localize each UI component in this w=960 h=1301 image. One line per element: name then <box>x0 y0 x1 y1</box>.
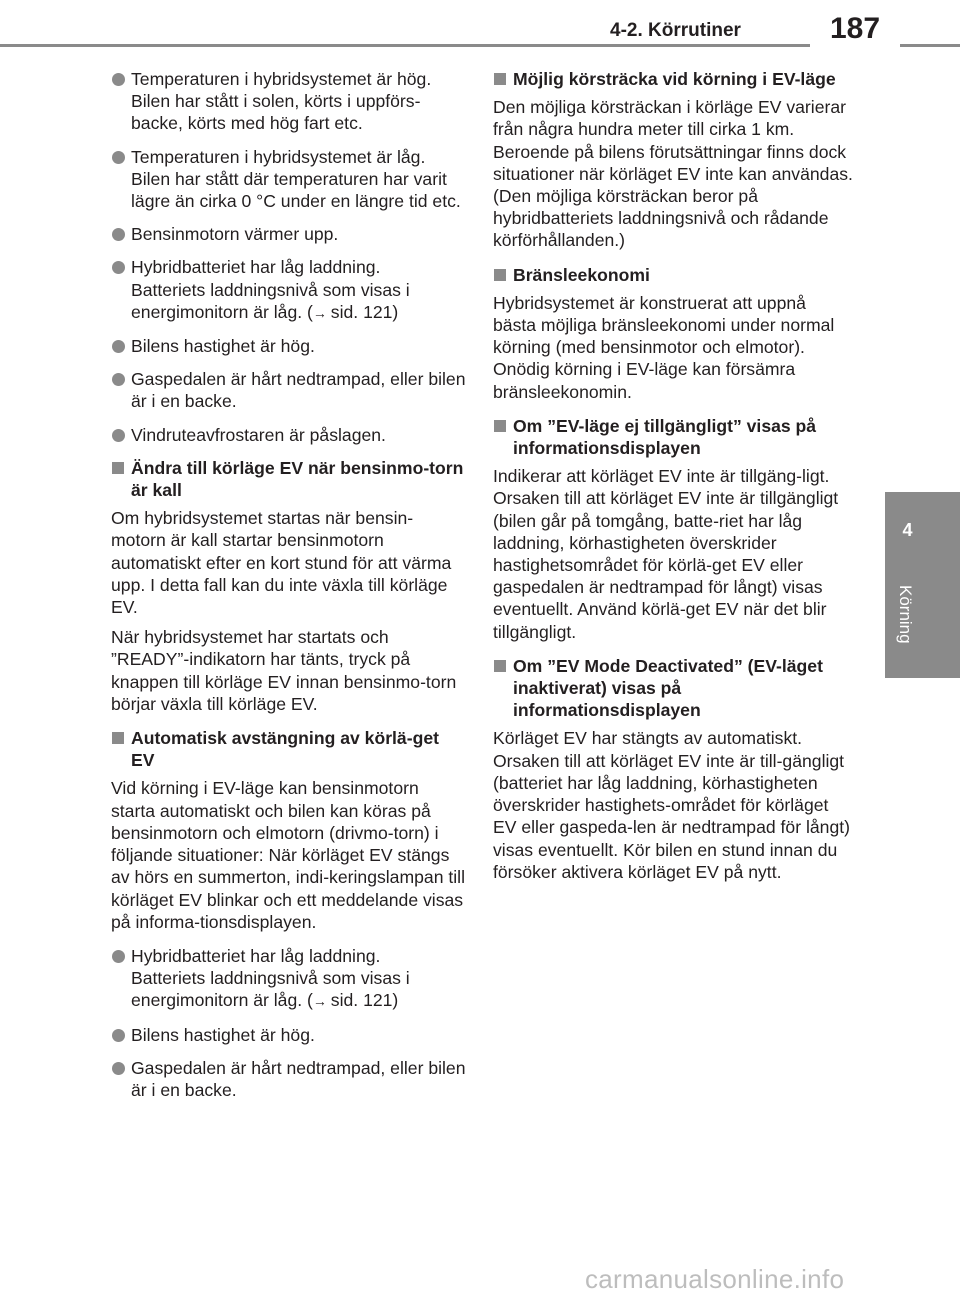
bullet-icon <box>112 1029 125 1042</box>
section-heading: Om ”EV-läge ej tillgängligt” visas på informationsdisplayen <box>493 415 853 459</box>
bullet-icon <box>112 228 125 241</box>
paragraph: Indikerar att körläget EV inte är tillgäng-ligt. Orsaken till att körläget EV inte är tillgängligt (bilen går på tomgång, batte-riet har låg laddning, körhastigheten överskrider hastighetsområdet för körlä-get EV eller gaspedalen är nedtrampad för långt) visas eventuellt. Använd körlä-get EV när det blir tillgängligt. <box>493 466 839 642</box>
left-column <box>111 68 467 1112</box>
list-item: Hybridbatteriet har låg laddning. Batteriets laddningsnivå som visas i energimonitorn är låg. (→ sid. 121) <box>111 256 467 324</box>
list-item: Temperaturen i hybridsystemet är hög. Bilen har stått i solen, körts i uppförs-backe, körts med hög fart etc. <box>111 68 467 135</box>
right-column <box>493 68 853 891</box>
square-bullet-icon <box>112 462 124 474</box>
arrow-right-icon: → <box>312 304 331 321</box>
chapter-label: Körning <box>896 585 915 644</box>
list-item: Gaspedalen är hårt nedtrampad, eller bilen är i en backe. <box>111 1057 467 1101</box>
watermark: carmanualsonline.info <box>585 1264 845 1294</box>
section-heading: Bränsleekonomi <box>493 264 853 286</box>
list-item: Bensinmotorn värmer upp. <box>111 223 467 245</box>
square-bullet-icon <box>112 732 124 744</box>
bullet-icon <box>112 429 125 442</box>
paragraph: Hybridsystemet är konstruerat att uppnå bästa möjliga bränsleekonomi under normal körning (med bensinmotor och elmotor). Onödig körning i EV-läge kan försämra bränsleekonomin. <box>493 292 835 402</box>
page-reference-link[interactable]: sid. 121) <box>330 990 399 1011</box>
paragraph: Den möjliga körsträckan i körläge EV varierar från några hundra meter till cirka 1 km. Beroende på bilens förutsättningar finns dock situationer när körläget EV inte kan användas. (Den möjliga körsträckan beror på hybridbatteriets laddningsnivå och rådande körförhållanden.) <box>493 97 853 251</box>
page-reference-link[interactable]: sid. 121) <box>330 301 399 322</box>
bullet-icon <box>112 151 125 164</box>
list-item: Hybridbatteriet har låg laddning. Batteriets laddningsnivå som visas i energimonitorn är låg. (→ sid. 121) <box>111 945 467 1013</box>
list-item: Temperaturen i hybridsystemet är låg. Bilen har stått där temperaturen har varit lägre än cirka 0 °C under en längre tid etc. <box>111 146 467 213</box>
paragraph: Om hybridsystemet startas när bensin-motorn är kall startar bensinmotorn automatiskt efter en kort stund för att värma upp. I detta fall kan du inte växla till körläge EV. <box>111 508 452 618</box>
bullet-icon <box>112 261 125 274</box>
bullet-icon <box>112 73 125 86</box>
section-title: 4-2. Körrutiner <box>610 20 741 41</box>
section-heading: Automatisk avstängning av körlä-get EV <box>111 727 467 771</box>
list-item: Vindruteavfrostaren är påslagen. <box>111 424 467 446</box>
bullet-icon <box>112 340 125 353</box>
paragraph: Körläget EV har stängts av automatiskt. Orsaken till att körläget EV inte är till-gängligt (batteriet har låg laddning, körhastigheten överskrider hastighets-området för körläget EV eller gaspeda-len är nedtrampad för långt) visas eventuellt. Kör bilen en stund innan du försöker aktivera körläget EV på nytt. <box>493 728 850 882</box>
list-item: Gaspedalen är hårt nedtrampad, eller bilen är i en backe. <box>111 368 467 412</box>
paragraph: Vid körning i EV-läge kan bensinmotorn starta automatiskt och bilen kan köras på bensinmotorn och elmotorn (drivmo-torn) i följande situationer: När körläget EV stängs av hörs en summerton, indi-keringslampan till körläget EV blinkar och ett meddelande visas på informa-tionsdisplayen. <box>111 778 465 932</box>
square-bullet-icon <box>494 73 506 85</box>
page-number: 187 <box>810 10 900 48</box>
list-item: Bilens hastighet är hög. <box>111 1024 467 1046</box>
section-heading: Ändra till körläge EV när bensinmo-torn är kall <box>111 457 467 501</box>
arrow-right-icon: → <box>312 993 331 1010</box>
paragraph: När hybridsystemet har startats och ”READY”-indikatorn har tänts, tryck på knappen till körläge EV innan bensinmo-torn börjar växla till körläge EV. <box>111 627 457 714</box>
bullet-icon <box>112 1062 125 1075</box>
chapter-number: 4 <box>902 520 913 540</box>
list-item: Bilens hastighet är hög. <box>111 335 467 357</box>
square-bullet-icon <box>494 420 506 432</box>
square-bullet-icon <box>494 660 506 672</box>
bullet-icon <box>112 950 125 963</box>
square-bullet-icon <box>494 269 506 281</box>
bullet-icon <box>112 373 125 386</box>
section-heading: Om ”EV Mode Deactivated” (EV-läget inaktiverat) visas på informationsdisplayen <box>493 655 853 722</box>
section-heading: Möjlig körsträcka vid körning i EV-läge <box>493 68 853 90</box>
